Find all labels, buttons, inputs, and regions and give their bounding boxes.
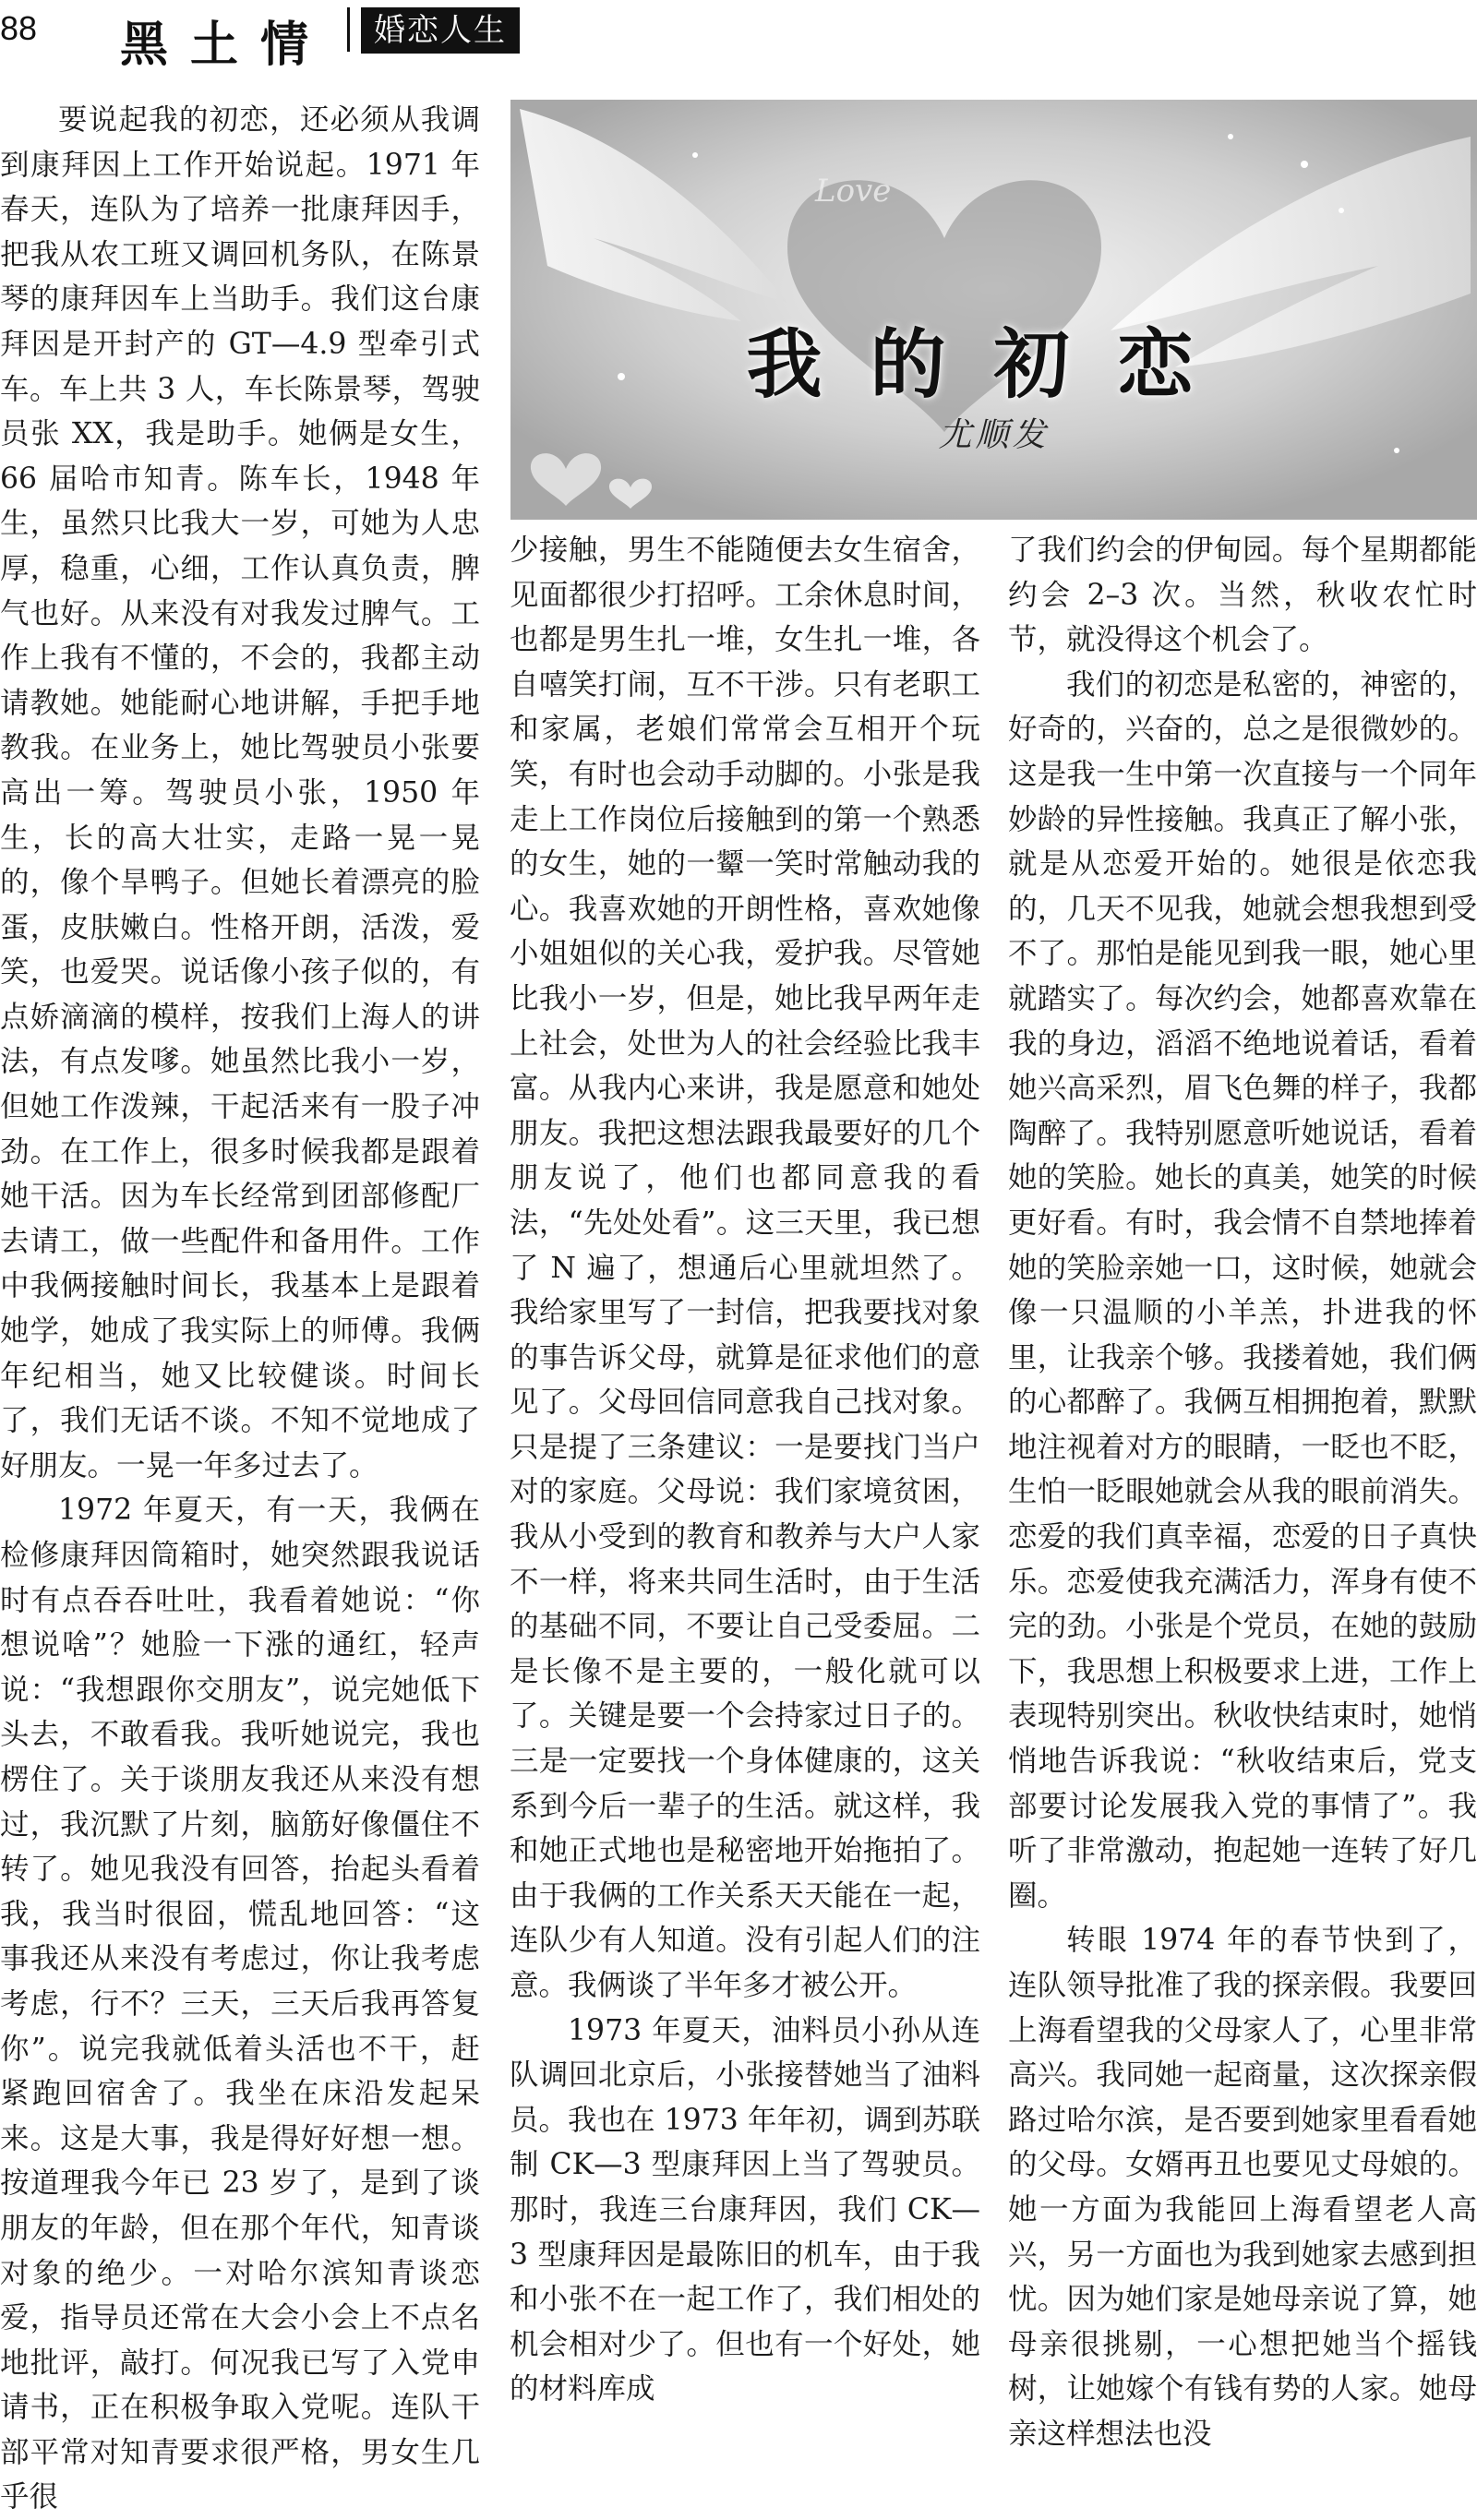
page-header	[0, 0, 1477, 74]
paragraph: 我们的初恋是私密的，神密的，好奇的，兴奋的，总之是很微妙的。这是我一生中第一次直接与一个同年妙龄的异性接触。我真正了解小张，就是从恋爱开始的。她很是依恋我的，几天不见我，她就会想我想到受不了。那怕是能见到我一眼，她心里就踏实了。每次约会，她都喜欢靠在我的身边，滔滔不绝地说着话，看着她兴高采烈，眉飞色舞的样子，我都陶醉了。我特别愿意听她说话，看着她的笑脸。她长的真美，她笑的时候更好看。有时，我会情不自禁地捧着她的笑脸亲她一口，这时候，她就会像一只温顺的小羊羔，扑进我的怀里，让我亲个够。我搂着她，我们俩的心都醉了。我俩互相拥抱着，默默地注视着对方的眼睛，一眨也不眨，生怕一眨眼她就会从我的眼前消失。恋爱的我们真幸福，恋爱的日子真快乐。恋爱使我充满活力，浑身有使不完的劲。小张是个党员，在她的鼓励下，我思想上积极要求上进，工作上表现特别突出。秋收快结束时，她悄悄地告诉我说：“秋收结束后，党支部要讨论发展我入党的事情了”。我听了非常激动，抱起她一连转了好几圈。	[1008, 667, 1477, 1913]
paragraph: 了我们约会的伊甸园。每个星期都能约会 2–3 次。当然，秋收农忙时节，就没得这个机会了。	[1008, 534, 1477, 657]
paragraph: 要说起我的初恋，还必须从我调到康拜因上工作开始说起。1971 年春天，连队为了培养一批康拜因手，把我从农工班又调回机务队，在陈景琴的康拜因车上当助手。我们这台康拜因是开封产的 GT—4.9 型牵引式车。车上共 3 人，车长陈景琴，驾驶员张 XX，我是助手。她俩是女生，66 届哈市知青。陈车长，1948 年生，虽然只比我大一岁，可她为人忠厚，稳重，心细，工作认真负责，脾气也好。从来没有对我发过脾气。工作上我有不懂的，不会的，我都主动请教她。她能耐心地讲解，手把手地教我。在业务上，她比驾驶员小张要高出一筹。驾驶员小张，1950 年生，长的高大壮实，走路一晃一晃的，像个旱鸭子。但她长着漂亮的脸蛋，皮肤嫩白。性格开朗，活泼，爱笑，也爱哭。说话像小孩子似的，有点娇滴滴的模样，按我们上海人的讲法，有点发嗲。她虽然比我小一岁，但她工作泼辣，干起活来有一股子冲劲。在工作上，很多时候我都是跟着她干活。因为车长经常到团部修配厂去请工，做一些配件和备用件。工作中我俩接触时间长，我基本上是跟着她学，她成了我实际上的师傅。我俩年纪相当，她又比较健谈。时间长了，我们无话不谈。不知不觉地成了好朋友。一晃一年多过去了。	[0, 103, 480, 1482]
header-divider	[347, 7, 350, 52]
magazine-title: 黑土情	[120, 17, 331, 73]
svg-text:Love: Love	[815, 173, 892, 210]
paragraph: 1973 年夏天，油料员小孙从连队调回北京后，小张接替她当了油料员。我也在 1973 年年初，调到苏联制 CK—3 型康拜因上当了驾驶员。那时，我连三台康拜因，我们 CK—3 型康拜因是最陈旧的机车，由于我和小张不在一起工作了，我们相处的机会相对少了。但也有一个好处，她的材料库成	[510, 2013, 980, 2406]
paragraph: 1972 年夏天，有一天，我俩在检修康拜因筒箱时，她突然跟我说话时有点吞吞吐吐，我看着她说：“你想说啥”？她脸一下涨的通红，轻声说：“我想跟你交朋友”，说完她低下头去，不敢看我。我听她说完，我也楞住了。关于谈朋友我还从来没有想过，我沉默了片刻，脑筋好像僵住不转了。她见我没有回答，抬起头看着我，我当时很囧，慌乱地回答：“这事我还从来没有考虑过，你让我考虑考虑，行不？三天，三天后我再答复你”。说完我就低着头活也不干，赶紧跑回宿舍了。我坐在床沿发起呆来。这是大事，我是得好好想一想。按道理我今年已 23 岁了，是到了谈朋友的年龄，但在那个年代，知青谈对象的绝少。一对哈尔滨知青谈恋爱，指导员还常在大会小会上不点名地批评，敲打。何况我已写了入党申请书，正在积极争取入党呢。连队干部平常对知青要求很严格，男女生几乎很	[0, 1494, 480, 2514]
article-title: 我的初恋	[746, 320, 1242, 409]
paragraph: 转眼 1974 年的春节快到了，连队领导批准了我的探亲假。我要回上海看望我的父母家人了，心里非常高兴。我同她一起商量，这次探亲假路过哈尔滨，是否要到她家里看看她的父母。女婿再丑也要见丈母娘的。她一方面为我能回上海看望老人高兴，另一方面也为我到她家去感到担忧。因为她们家是她母亲说了算，她母亲很挑剔，一心想把她当个摇钱树，让她嫁个有钱有势的人家。她母亲这样想法也没	[1008, 1924, 1477, 2451]
text-column-2	[510, 528, 980, 2412]
section-label: 婚恋人生	[361, 7, 520, 54]
text-column-1	[0, 98, 480, 2520]
text-column-3	[1008, 528, 1477, 2457]
article-author: 尤顺发	[938, 416, 1050, 454]
paragraph: 少接触，男生不能随便去女生宿舍，见面都很少打招呼。工余休息时间，也都是男生扎一堆，女生扎一堆，各自嘻笑打闹，互不干涉。只有老职工和家属，老娘们常常会互相开个玩笑，有时也会动手动脚的。小张是我走上工作岗位后接触到的第一个熟悉的女生，她的一颦一笑时常触动我的心。我喜欢她的开朗性格，喜欢她像小姐姐似的关心我，爱护我。尽管她比我小一岁，但是，她比我早两年走上社会，处世为人的社会经验比我丰富。从我内心来讲，我是愿意和她处朋友。我把这想法跟我最要好的几个朋友说了，他们也都同意我的看法，“先处处看”。这三天里，我已想了 N 遍了，想通后心里就坦然了。我给家里写了一封信，把我要找对象的事告诉父母，就算是征求他们的意见了。父母回信同意我自己找对象。只是提了三条建议：一是要找门当户对的家庭。父母说：我们家境贫困，我从小受到的教育和教养与大户人家不一样，将来共同生活时，由于生活的基础不同，不要让自己受委屈。二是长像不是主要的，一般化就可以了。关键是要一个会持家过日子的。三是一定要找一个身体健康的，这关系到今后一辈子的生活。就这样，我和她正式地也是秘密地开始拖拍了。由于我俩的工作关系天天能在一起，连队少有人知道。没有引起人们的注意。我俩谈了半年多才被公开。	[510, 534, 980, 2002]
page-number: 88	[0, 9, 38, 47]
hero-image	[510, 100, 1477, 520]
